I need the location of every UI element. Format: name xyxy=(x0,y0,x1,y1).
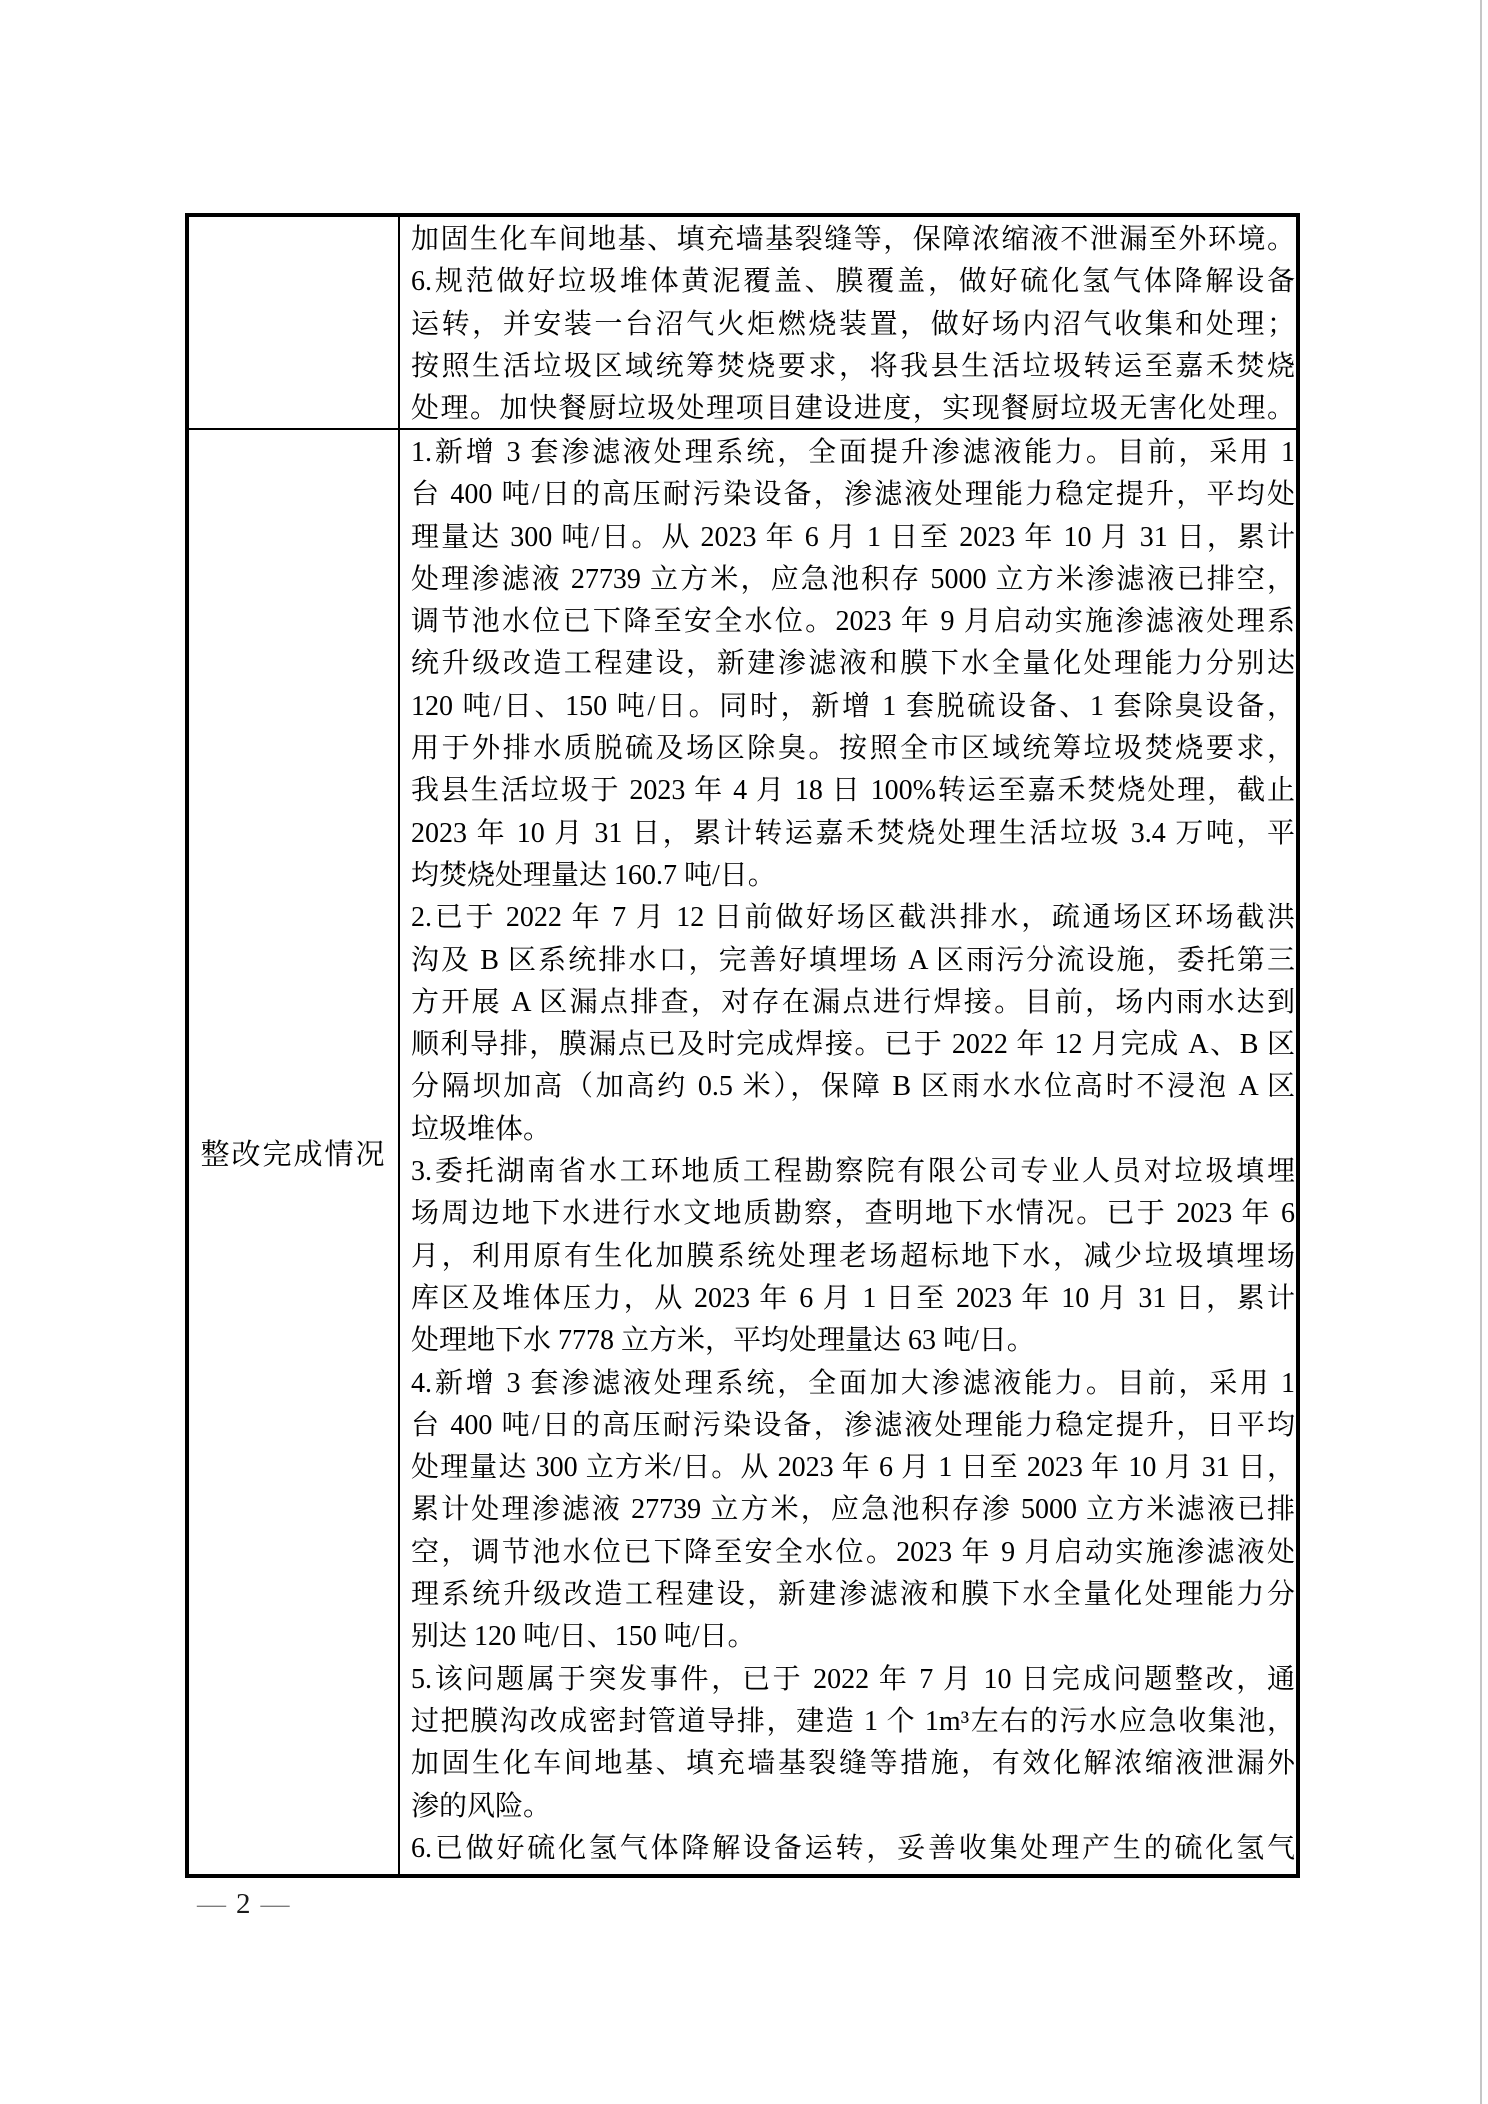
text-line: 6.已做好硫化氢气体降解设备运转，妥善收集处理产生的硫化氢气 xyxy=(411,1832,1295,1864)
footer-dash-left: — xyxy=(197,1888,226,1920)
text-line: 库区及堆体压力，从 2023 年 6 月 1 日至 2023 年 10 月 31 日，累计 xyxy=(411,1282,1295,1314)
text-line: 加固生化车间地基、填充墙基裂缝等措施，有效化解浓缩液泄漏外 xyxy=(411,1748,1295,1780)
table-row-completion-status xyxy=(189,430,1296,1874)
row-label-cell xyxy=(189,430,400,1874)
text-line: 3.委托湖南省水工环地质工程勘察院有限公司专业人员对垃圾填埋 xyxy=(411,1156,1295,1188)
page-number-footer xyxy=(197,1886,290,1922)
text-line: 6.规范做好垃圾堆体黄泥覆盖、膜覆盖，做好硫化氢气体降解设备 xyxy=(411,266,1295,298)
text-line: 空，调节池水位已下降至安全水位。2023 年 9 月启动实施渗滤液处 xyxy=(411,1536,1295,1568)
text-line: 4.新增 3 套渗滤液处理系统，全面加大渗滤液能力。目前，采用 1 xyxy=(411,1367,1295,1399)
text-line: 理量达 300 吨/日。从 2023 年 6 月 1 日至 2023 年 10 月 31 日，累计 xyxy=(411,521,1295,553)
text-line: 处理。加快餐厨垃圾处理项目建设进度，实现餐厨垃圾无害化处理。 xyxy=(411,393,1295,425)
text-line: 120 吨/日、150 吨/日。同时，新增 1 套脱硫设备、1 套除臭设备， xyxy=(411,690,1295,722)
text-line: 2023 年 10 月 31 日，累计转运嘉禾焚烧处理生活垃圾 3.4 万吨，平 xyxy=(411,817,1295,849)
rectification-table xyxy=(185,213,1300,1878)
text-line: 处理量达 300 立方米/日。从 2023 年 6 月 1 日至 2023 年 10 月 31 日， xyxy=(411,1452,1295,1484)
table-row-continuation xyxy=(189,217,1296,430)
footer-page-number: 2 xyxy=(236,1888,251,1920)
text-line: 均焚烧处理量达 160.7 吨/日。 xyxy=(411,859,776,891)
row-label-cell-empty xyxy=(189,217,400,428)
text-line: 加固生化车间地基、填充墙基裂缝等，保障浓缩液不泄漏至外环境。 xyxy=(411,224,1295,255)
text-line: 垃圾堆体。 xyxy=(411,1113,552,1145)
text-line: 2.已于 2022 年 7 月 12 日前做好场区截洪排水，疏通场区环场截洪 xyxy=(411,902,1295,934)
text-line: 别达 120 吨/日、150 吨/日。 xyxy=(411,1621,756,1653)
row-label: 整改完成情况 xyxy=(200,1138,387,1171)
text-line: 月，利用原有生化加膜系统处理老场超标地下水，减少垃圾填埋场 xyxy=(411,1240,1295,1272)
text-line: 理系统升级改造工程建设，新建渗滤液和膜下水全量化处理能力分 xyxy=(411,1579,1295,1611)
scan-edge-line xyxy=(1480,0,1482,2104)
text-line: 用于外排水质脱硫及场区除臭。按照全市区域统筹垃圾焚烧要求， xyxy=(411,733,1295,765)
text-line: 沟及 B 区系统排水口，完善好填埋场 A 区雨污分流设施，委托第三 xyxy=(411,944,1295,976)
text-line: 顺利导排，膜漏点已及时完成焊接。已于 2022 年 12 月完成 A、B 区 xyxy=(411,1029,1295,1061)
footer-dash-right: — xyxy=(260,1888,290,1920)
text-line: 台 400 吨/日的高压耐污染设备，渗滤液处理能力稳定提升，平均处 xyxy=(411,479,1295,511)
text-line: 运转，并安装一台沼气火炬燃烧装置，做好场内沼气收集和处理； xyxy=(411,308,1295,340)
row-text-cell xyxy=(400,430,1296,1874)
text-line: 过把膜沟改成密封管道导排，建造 1 个 1m³左右的污水应急收集池， xyxy=(411,1705,1295,1737)
text-line: 分隔坝加高（加高约 0.5 米），保障 B 区雨水水位高时不浸泡 A 区 xyxy=(411,1071,1295,1103)
text-line: 5.该问题属于突发事件，已于 2022 年 7 月 10 日完成问题整改，通 xyxy=(411,1663,1295,1695)
text-line: 场周边地下水进行水文地质勘察，查明地下水情况。已于 2023 年 6 xyxy=(411,1198,1295,1230)
text-line: 方开展 A 区漏点排查，对存在漏点进行焊接。目前，场内雨水达到 xyxy=(411,986,1295,1018)
text-line: 渗的风险。 xyxy=(411,1790,552,1822)
text-line: 台 400 吨/日的高压耐污染设备，渗滤液处理能力稳定提升，日平均 xyxy=(411,1409,1295,1441)
text-line: 调节池水位已下降至安全水位。2023 年 9 月启动实施渗滤液处理系 xyxy=(411,606,1295,638)
text-line: 统升级改造工程建设，新建渗滤液和膜下水全量化处理能力分别达 xyxy=(411,648,1295,680)
text-line: 按照生活垃圾区域统筹焚烧要求，将我县生活垃圾转运至嘉禾焚烧 xyxy=(411,350,1295,382)
row-text-cell xyxy=(400,217,1296,428)
text-line: 处理地下水 7778 立方米，平均处理量达 63 吨/日。 xyxy=(411,1325,1035,1357)
text-line: 我县生活垃圾于 2023 年 4 月 18 日 100%转运至嘉禾焚烧处理，截止 xyxy=(411,775,1295,807)
text-line: 处理渗滤液 27739 立方米，应急池积存 5000 立方米渗滤液已排空， xyxy=(411,563,1295,595)
text-line: 累计处理渗滤液 27739 立方米，应急池积存渗 5000 立方米滤液已排 xyxy=(411,1494,1295,1526)
text-line: 1.新增 3 套渗滤液处理系统，全面提升渗滤液能力。目前，采用 1 xyxy=(411,437,1295,468)
